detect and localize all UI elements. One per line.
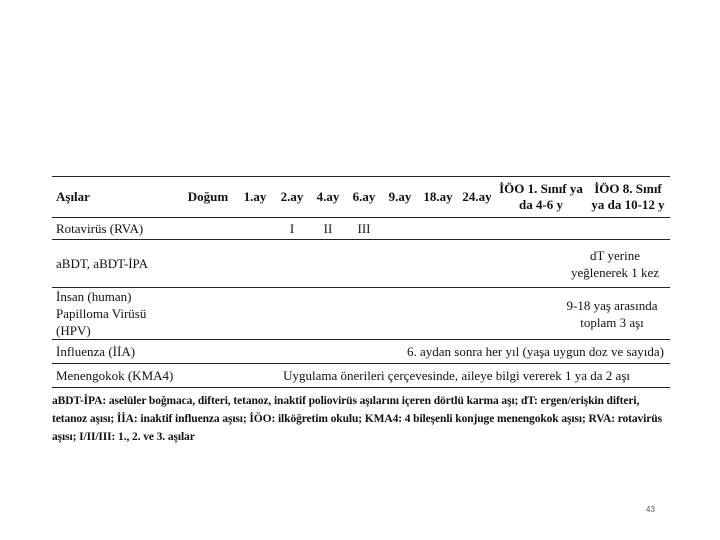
schedule-note: Uygulama önerileri çerçevesinde, aileye bilgi vererek 1 ya da 2 aşı (283, 368, 630, 383)
vaccine-name: aBDT, aBDT-İPA (56, 256, 148, 271)
schedule-note: 9-18 yaş arasında toplam 3 aşı (566, 297, 658, 330)
table-row (52, 240, 670, 288)
header-vaccines: Aşılar (52, 177, 180, 218)
header-month-2: 2.ay (274, 177, 310, 218)
table-row (52, 288, 670, 340)
header-birth: Doğum (180, 177, 236, 218)
header-month-1: 1.ay (236, 177, 274, 218)
dose-cell: I (289, 220, 295, 236)
page-number: 43 (646, 505, 655, 514)
header-grade-8: İÖO 8. Sınıf ya da 10-12 y (586, 177, 670, 218)
schedule-note: dT yerine yeğlenerek 1 kez (570, 247, 660, 280)
header-grade-1: İÖO 1. Sınıf ya da 4-6 y (496, 177, 586, 218)
vaccine-name: Menengokok (KMA4) (56, 368, 174, 383)
header-row (52, 177, 670, 218)
schedule-note: 6. aydan sonra her yıl (yaşa uygun doz ve sayıda) (406, 344, 664, 359)
dose-cell: III (357, 220, 371, 236)
table-row (52, 340, 670, 364)
header-month-24: 24.ay (458, 177, 496, 218)
table-row (52, 364, 670, 388)
vaccine-name: Rotavirüs (RVA) (56, 221, 144, 236)
header-month-6: 6.ay (346, 177, 382, 218)
vaccine-name: İnsan (human) Papilloma Virüsü (HPV) (56, 289, 147, 338)
table-row (52, 218, 670, 240)
header-month-9: 9.ay (382, 177, 418, 218)
header-month-18: 18.ay (418, 177, 458, 218)
dose-cell: II (323, 220, 333, 236)
header-month-4: 4.ay (310, 177, 346, 218)
table-footnote: aBDT-İPA: aselüler boğmaca, difteri, tetanoz, inaktif poliovirüs aşılarını içeren dörtlü karma aşı; dT: ergen/erişkin difteri, tetanoz aşısı; İİA: inaktif influenza aşısı; İÖO: ilköğretim okulu; KMA4: 4 bileşenli konjuge menengokok aşısı; RVA: rotavirüs aşısı; I/II/III: 1., 2. ve 3. aşılar (52, 395, 662, 443)
vaccine-name: İnfluenza (İİA) (56, 344, 136, 359)
vaccine-schedule (52, 176, 670, 446)
vaccine-table (52, 176, 670, 388)
